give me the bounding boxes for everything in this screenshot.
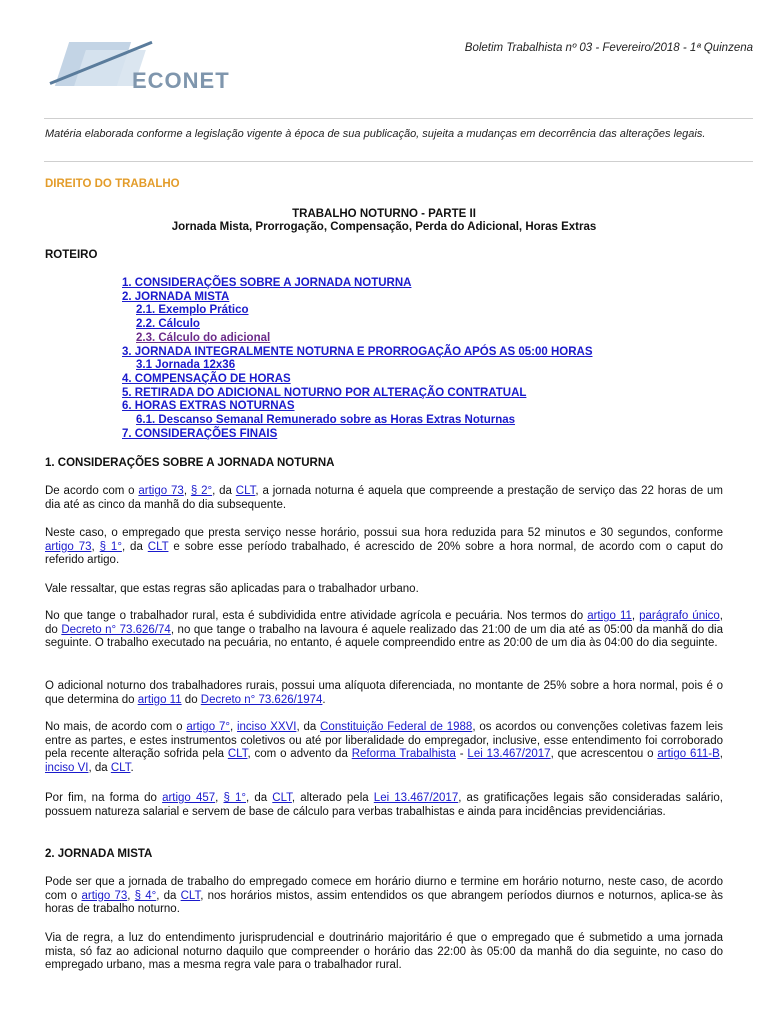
link-decreto-73626-74[interactable]: Decreto n° 73.626/74 bbox=[61, 623, 171, 636]
toc-link-3[interactable]: 3. JORNADA INTEGRALMENTE NOTURNA E PRORROGAÇÃO APÓS AS 05:00 HORAS bbox=[122, 345, 593, 358]
toc-link-6[interactable]: 6. HORAS EXTRAS NOTURNAS bbox=[122, 400, 295, 413]
link-clt[interactable]: CLT bbox=[235, 485, 256, 497]
link-artigo-73[interactable]: artigo 73 bbox=[138, 485, 184, 497]
article-title: TRABALHO NOTURNO - PARTE II bbox=[292, 208, 476, 220]
link-artigo-611b[interactable]: artigo 611-B bbox=[657, 748, 720, 761]
link-paragrafo-1[interactable]: § 1° bbox=[99, 540, 122, 553]
roteiro-heading: ROTEIRO bbox=[45, 249, 98, 261]
logo-text: ECONET bbox=[132, 68, 230, 93]
link-reforma-trabalhista[interactable]: Reforma Trabalhista bbox=[351, 748, 456, 761]
section-1-paragraph-1: De acordo com o artigo 73, § 2°, da CLT, a jornada noturna é aquela que compreende a prestação de serviço das 22 horas de um dia até as cinco da manhã do dia subsequente. bbox=[45, 485, 723, 511]
link-artigo-457[interactable]: artigo 457 bbox=[162, 792, 216, 804]
bulletin-title: Boletim Trabalhista nº 03 - Fevereiro/2018 - 1ª Quinzena bbox=[464, 42, 753, 54]
toc-link-5[interactable]: 5. RETIRADA DO ADICIONAL NOTURNO POR ALTERAÇÃO CONTRATUAL bbox=[122, 386, 527, 399]
link-paragrafo-1[interactable]: § 1° bbox=[223, 792, 247, 804]
link-artigo-11[interactable]: artigo 11 bbox=[587, 610, 632, 622]
section-1-paragraph-3: Vale ressaltar, que estas regras são aplicadas para o trabalhador urbano. bbox=[45, 583, 419, 595]
econet-logo bbox=[50, 38, 240, 100]
section-label: DIREITO DO TRABALHO bbox=[45, 178, 180, 190]
link-lei-13467-2017[interactable]: Lei 13.467/2017 bbox=[467, 748, 551, 761]
link-artigo-11[interactable]: artigo 11 bbox=[137, 693, 182, 706]
toc-link-2[interactable]: 2. JORNADA MISTA bbox=[122, 290, 230, 303]
link-clt[interactable]: CLT bbox=[272, 792, 292, 804]
table-of-contents bbox=[122, 277, 592, 441]
link-clt[interactable]: CLT bbox=[227, 748, 248, 761]
link-inciso-vi[interactable]: inciso VI bbox=[45, 761, 89, 774]
link-artigo-73[interactable]: artigo 73 bbox=[81, 889, 128, 902]
link-clt[interactable]: CLT bbox=[180, 889, 201, 902]
link-clt[interactable]: CLT bbox=[147, 540, 169, 553]
link-lei-13467-2017[interactable]: Lei 13.467/2017 bbox=[373, 792, 459, 804]
header-divider bbox=[44, 118, 753, 119]
disclaimer-divider bbox=[44, 161, 753, 162]
section-1-paragraph-7: Por fim, na forma do artigo 457, § 1°, da CLT, alterado pela Lei 13.467/2017, as gratificações legais são consideradas salário, possuem natureza salarial e servem de base de cálculo para verbas trabalhistas e ainda para incidências previdenciárias. bbox=[45, 792, 723, 818]
link-paragrafo-unico[interactable]: parágrafo único bbox=[639, 610, 720, 622]
section-2-paragraph-2: Via de regra, a luz do entendimento jurisprudencial e doutrinário majoritário é que o empregado que é submetido a uma jornada mista, só faz ao adicional noturno daquilo que compreender o horário das 22:00 às 05:00 da manhã do dia seguinte, no caso do empregado urbano, mas a mesma regra vale para o trabalhador rural. bbox=[45, 932, 723, 972]
toc-link-2-1[interactable]: 2.1. Exemplo Prático bbox=[136, 304, 249, 317]
toc-link-3-1[interactable]: 3.1 Jornada 12x36 bbox=[136, 359, 236, 372]
toc-link-1[interactable]: 1. CONSIDERAÇÕES SOBRE A JORNADA NOTURNA bbox=[122, 277, 412, 289]
section-1-paragraph-6: No mais, de acordo com o artigo 7°, inciso XXVI, da Constituição Federal de 1988, os acordos ou convenções coletivas fazem leis entre as partes, e estes instrumentos coletivos ou até por liberalidade do empregador, inclusive, esse entendimento foi corroborado pela recente alteração sofrida pela CLT, com o advento da Reforma Trabalhista - Lei 13.467/2017, que acrescentou o artigo 611-B, inciso VI, da CLT. bbox=[45, 721, 723, 774]
link-clt[interactable]: CLT bbox=[110, 761, 131, 774]
section-2-heading: 2. JORNADA MISTA bbox=[45, 848, 153, 860]
link-constituicao-federal[interactable]: Constituição Federal de 1988 bbox=[320, 721, 473, 733]
link-decreto-73626-1974[interactable]: Decreto n° 73.626/1974 bbox=[200, 693, 323, 706]
toc-link-6-1[interactable]: 6.1. Descanso Semanal Remunerado sobre as Horas Extras Noturnas bbox=[136, 414, 516, 427]
link-artigo-73[interactable]: artigo 73 bbox=[45, 540, 92, 553]
link-paragrafo-2[interactable]: § 2° bbox=[190, 485, 213, 497]
toc-link-7[interactable]: 7. CONSIDERAÇÕES FINAIS bbox=[122, 427, 278, 440]
section-2-paragraph-1: Pode ser que a jornada de trabalho do empregado comece em horário diurno e termine em horário noturno, neste caso, de acordo com o artigo 73, § 4°, da CLT, nos horários mistos, assim entendidos os que abrangem períodos diurnos e noturnos, aplica-se às horas de trabalho noturno. bbox=[45, 876, 723, 916]
toc-link-4[interactable]: 4. COMPENSAÇÃO DE HORAS bbox=[122, 372, 291, 385]
link-paragrafo-4[interactable]: § 4° bbox=[134, 889, 157, 902]
article-subtitle: Jornada Mista, Prorrogação, Compensação, Perda do Adicional, Horas Extras bbox=[171, 221, 597, 233]
toc-link-2-2[interactable]: 2.2. Cálculo bbox=[136, 318, 200, 331]
link-inciso-xxvi[interactable]: inciso XXVI bbox=[236, 721, 297, 733]
disclaimer: Matéria elaborada conforme a legislação vigente à época de sua publicação, sujeita a mudanças em decorrência das alterações legais. bbox=[45, 128, 706, 140]
section-1-paragraph-4: No que tange o trabalhador rural, esta é subdividida entre atividade agrícola e pecuária. Nos termos do artigo 11, parágrafo único, do Decreto n° 73.626/74, no que tange o trabalho na lavoura é aquele realizado das 21:00 de um dia até as 05:00 da manhã do dia seguinte. O trabalho executado na pecuária, no entanto, é aquele compreendido entre as 20:00 de um dia às 04:00 do dia seguinte. bbox=[45, 610, 723, 650]
section-1-paragraph-5: O adicional noturno dos trabalhadores rurais, possui uma alíquota diferenciada, no montante de 25% sobre a hora normal, pois é o que determina do artigo 11 do Decreto n° 73.626/1974. bbox=[45, 680, 723, 706]
link-artigo-7[interactable]: artigo 7° bbox=[186, 721, 230, 733]
section-1-paragraph-2: Neste caso, o empregado que presta serviço nesse horário, possui sua hora reduzida para 52 minutos e 30 segundos, conforme artigo 73, § 1°, da CLT e sobre esse período trabalhado, é acrescido de 20% sobre a hora normal, de acordo com o caput do referido artigo. bbox=[45, 527, 723, 567]
section-1-heading: 1. CONSIDERAÇÕES SOBRE A JORNADA NOTURNA bbox=[45, 457, 335, 469]
toc-link-2-3[interactable]: 2.3. Cálculo do adicional bbox=[136, 331, 271, 344]
